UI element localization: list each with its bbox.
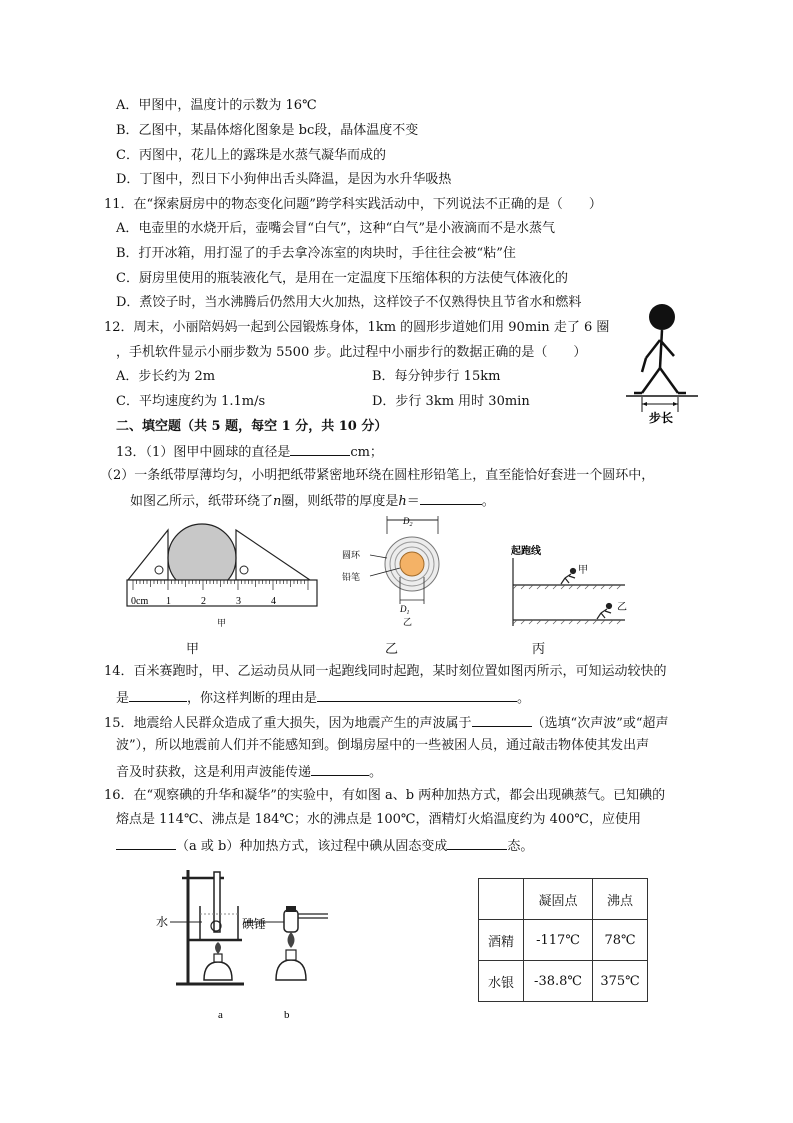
q14-blank-reason[interactable] xyxy=(317,688,517,702)
q13-part2-text: 如图乙所示，纸带环绕了 xyxy=(130,494,274,509)
d1-label: $D_1$ xyxy=(400,604,410,616)
table-cell: 水银 xyxy=(479,961,524,1002)
q14-line2 xyxy=(116,688,530,708)
q11-option-a: A．电壶里的水烧开后，壶嘴会冒“白气”，这种“白气”是小液滴而不是水蒸气 xyxy=(116,221,555,236)
q15-text-c: 音及时获救，这是利用声波能传递 xyxy=(116,765,312,780)
table-row xyxy=(479,961,648,1002)
runner-a-label: 甲 xyxy=(578,565,588,576)
table-cell: -117℃ xyxy=(524,920,593,961)
q15-line1 xyxy=(104,713,669,733)
section-fill-in-title: 二、填空题（共 5 题，每空 1 分，共 10 分） xyxy=(116,419,388,434)
ruler-tick-2: 2 xyxy=(201,596,206,607)
q13-blank-thickness[interactable] xyxy=(420,491,482,505)
q11-option-b: B．打开冰箱，用打湿了的手去拿冷冻室的肉块时，手往往会被“粘”住 xyxy=(116,246,516,261)
table-header-cell: 沸点 xyxy=(593,879,648,920)
q16-line2: 熔点是 114℃、沸点是 184℃；水的沸点是 100℃，酒精灯火焰温度约为 400℃，应使用 xyxy=(116,812,641,827)
ruler-tick-3: 3 xyxy=(236,596,241,607)
q16-text-a: （a 或 b）种加热方式，该过程中碘从固态变成 xyxy=(176,839,448,854)
q13-eq: ＝ xyxy=(406,494,420,509)
pencil-core xyxy=(400,552,424,576)
q13-part1-text: 13．（1）图甲中圆球的直径是 xyxy=(116,445,291,460)
race-figure xyxy=(505,540,630,632)
fig-a-label: a xyxy=(218,1009,223,1021)
q13-part2-line2 xyxy=(130,491,495,511)
fig-b-label: b xyxy=(284,1009,290,1021)
q13-blank-diameter[interactable] xyxy=(290,442,350,456)
q10-option-a: A．甲图中，温度计的示数为 16℃ xyxy=(116,98,317,113)
q13-part1-unit: cm； xyxy=(350,445,383,460)
start-line-label: 起跑线 xyxy=(511,546,541,557)
q13-var-h: h xyxy=(398,494,407,509)
q14-text-c: 。 xyxy=(517,691,531,706)
table-row xyxy=(479,920,648,961)
stride-label: 步长 xyxy=(649,411,674,425)
q15-text-d: 。 xyxy=(369,765,383,780)
q14-blank-faster[interactable] xyxy=(129,688,187,702)
ring-label: 圆环 xyxy=(342,551,361,561)
table-header-cell xyxy=(479,879,524,920)
ring-figure xyxy=(340,512,450,630)
q10-option-d: D．丁图中，烈日下小狗伸出舌头降温，是因为水升华吸热 xyxy=(116,172,452,187)
runner-b xyxy=(597,604,612,620)
runner-a xyxy=(561,569,576,585)
q16-line3 xyxy=(116,836,533,856)
caption-yi: 乙 xyxy=(385,642,399,657)
q16-line1: 16．在“观察碘的升华和凝华”的实验中，有如图 a、b 两种加热方式，都会出现碘蒸气。已知碘的 xyxy=(104,788,666,803)
q12-option-a: A．步长约为 2m xyxy=(116,369,216,384)
table-cell: 酒精 xyxy=(479,920,524,961)
water-label: 水 xyxy=(156,915,169,929)
q15-line3 xyxy=(116,762,382,782)
iodine-apparatus-figure xyxy=(152,862,337,1022)
q11-stem: 11．在“探索厨房中的物态变化问题”跨学科实践活动中，下列说法不正确的是（ ） xyxy=(104,197,602,212)
q16-blank-state[interactable] xyxy=(447,836,507,850)
q15-text-a: 15．地震给人民群众造成了重大损失，因为地震产生的声波属于 xyxy=(104,716,472,731)
q12-stem-line1: 12．周末，小丽陪妈妈一起到公园锻炼身体，1km 的圆形步道她们用 90min 走了 6 圈 xyxy=(104,320,610,335)
q14-line1: 14．百米赛跑时，甲、乙运动员从同一起跑线同时起跑，某时刻位置如图丙所示，可知运动较快的 xyxy=(104,664,667,679)
q10-option-c: C．丙图中，花儿上的露珠是水蒸气凝华而成的 xyxy=(116,148,386,163)
table-cell: -38.8℃ xyxy=(524,961,593,1002)
q11-option-d: D．煮饺子时，当水沸腾后仍然用大火加热，这样饺子不仅熟得快且节省水和燃料 xyxy=(116,295,582,310)
q10-option-b: B．乙图中，某晶体熔化图象是 bc段，晶体温度不变 xyxy=(116,123,419,138)
q15-line2: 波”），所以地震前人们并不能感知到。倒塌房屋中的一些被困人员，通过敲击物体使其发出声 xyxy=(116,738,650,753)
table-cell: 78℃ xyxy=(593,920,648,961)
ruler-figure xyxy=(125,522,320,632)
ring-sub-label: 乙 xyxy=(403,618,413,628)
q12-option-d: D．步行 3km 用时 30min xyxy=(372,394,530,409)
caption-bing: 丙 xyxy=(532,642,546,657)
q13-end: 。 xyxy=(481,494,495,509)
q12-stem-line2: ，手机软件显示小丽步数为 5500 步。此过程中小丽步行的数据正确的是（ ） xyxy=(116,345,587,360)
ruler-tick-1: 1 xyxy=(166,596,171,607)
q11-option-c: C．厨房里使用的瓶装液化气，是用在一定温度下压缩体积的方法使气体液化的 xyxy=(116,271,568,286)
ruler xyxy=(127,580,317,606)
runner-b-label: 乙 xyxy=(617,602,627,613)
stride-figure xyxy=(622,300,702,430)
q16-text-b: 态。 xyxy=(507,839,534,854)
q15-blank-wave[interactable] xyxy=(472,713,532,727)
q12-option-b: B．每分钟步行 15km xyxy=(372,369,501,384)
table-cell: 375℃ xyxy=(593,961,648,1002)
ruler-tick-0: 0cm xyxy=(131,596,149,607)
melting-boiling-table xyxy=(478,878,648,1002)
q13-part2-line1: （2）一条纸带厚薄均匀，小明把纸带紧密地环绕在圆柱形铅笔上，直至能恰好套进一个圆环中， xyxy=(100,468,655,483)
q15-blank-transmit[interactable] xyxy=(311,762,369,776)
caption-jia: 甲 xyxy=(186,642,200,657)
ruler-sub-label: 甲 xyxy=(217,619,227,629)
figure-head xyxy=(649,304,675,330)
q16-blank-method[interactable] xyxy=(116,836,176,850)
q14-text-a: 是 xyxy=(116,691,130,706)
d2-label: $D_2$ xyxy=(403,516,413,528)
q12-option-c: C．平均速度约为 1.1m/s xyxy=(116,394,266,409)
q13-part1 xyxy=(116,442,383,462)
q13-part2-text-b: 圈，则纸带的厚度是 xyxy=(281,494,399,509)
q13-var-n: n xyxy=(273,494,282,509)
q14-text-b: ，你这样判断的理由是 xyxy=(187,691,318,706)
iodine-hammer-label: 碘锤 xyxy=(242,917,267,931)
pencil-label: 铅笔 xyxy=(342,573,361,583)
table-header-row xyxy=(479,879,648,920)
q15-text-b: （选填“次声波”或“超声 xyxy=(531,716,669,731)
table-header-cell: 凝固点 xyxy=(524,879,593,920)
ruler-tick-4: 4 xyxy=(271,596,276,607)
